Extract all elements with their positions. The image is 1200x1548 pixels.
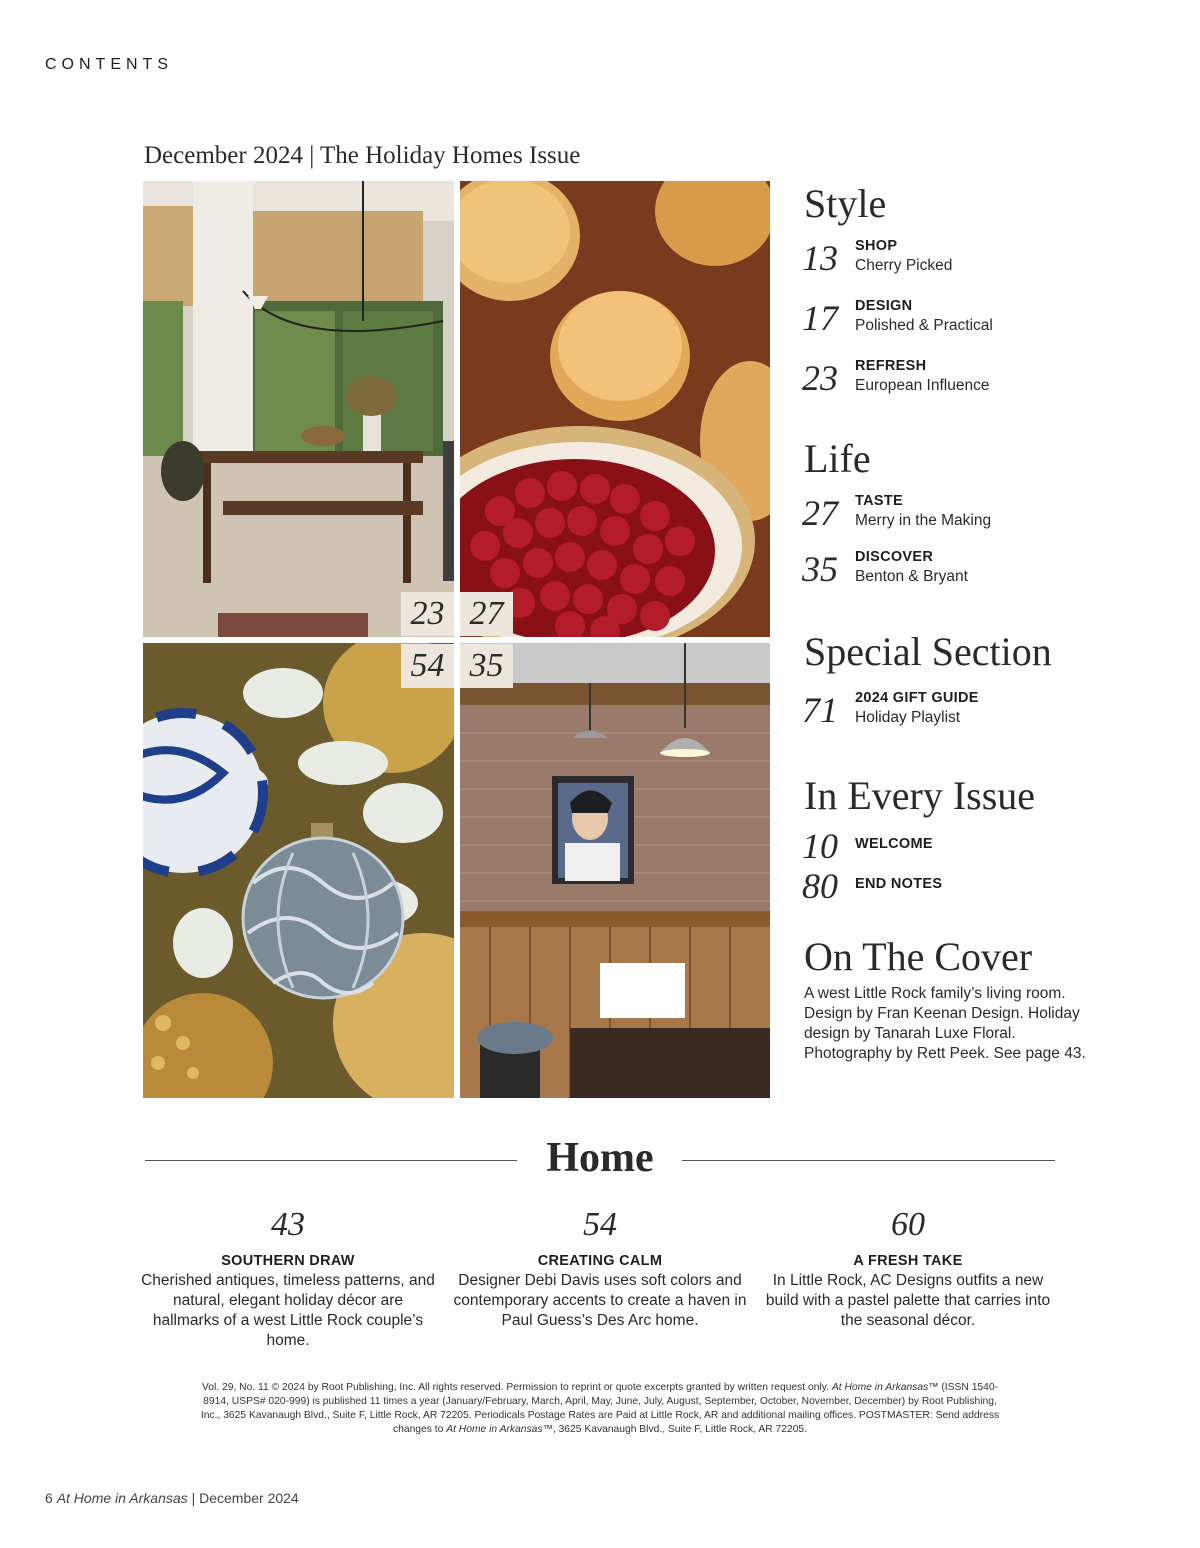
entry-title: Cherry Picked bbox=[855, 257, 953, 274]
home-feature-southern-draw[interactable] bbox=[138, 1205, 438, 1351]
page-number: 43 bbox=[271, 1206, 305, 1243]
entry-title: European Influence bbox=[855, 377, 990, 394]
issue-title: December 2024 | The Holiday Homes Issue bbox=[144, 142, 581, 169]
photo-ornaments[interactable] bbox=[143, 643, 454, 1098]
page-number: 54 bbox=[583, 1206, 617, 1243]
page-tag-23: 23 bbox=[401, 592, 454, 636]
toc-entry-gift-guide[interactable] bbox=[802, 690, 1102, 734]
feature-description: Designer Debi Davis uses soft colors and contemporary accents to create a haven in Paul Guess’s Des Arc home. bbox=[453, 1272, 747, 1329]
legal-notice bbox=[200, 1381, 1000, 1437]
toc-entry-welcome[interactable] bbox=[802, 826, 1102, 870]
page-number: 71 bbox=[802, 690, 838, 730]
entry-title: Merry in the Making bbox=[855, 512, 992, 529]
page-tag-35: 35 bbox=[460, 644, 513, 688]
section-heading-special: Special Section bbox=[804, 629, 1052, 674]
feature-kicker: A FRESH TAKE bbox=[853, 1253, 963, 1269]
entry-kicker: WELCOME bbox=[855, 836, 933, 852]
footer-page-number: 6 bbox=[45, 1490, 53, 1506]
footer-date: December 2024 bbox=[199, 1490, 299, 1506]
divider-right bbox=[682, 1160, 1055, 1161]
entry-kicker: END NOTES bbox=[855, 876, 943, 892]
feature-description: Cherished antiques, timeless patterns, and natural, elegant holiday décor are hallmarks of a west Little Rock couple’s home. bbox=[141, 1272, 435, 1349]
legal-part-2: ™ (ISSN 1540-8914, USPS# 020-999) is published 11 times a year (January/February, March, April, May, June, July, August, September, October, November, December) by Root Publishing, Inc., 3625 Kavanaugh Blvd., Suite F, Little Rock, AR 72205. Periodicals Postage Rates are Paid at Little Rock, AR and additional mailing offices. POSTMASTER: Send address changes to bbox=[200, 1382, 1000, 1435]
entry-kicker: 2024 GIFT GUIDE bbox=[855, 690, 979, 706]
entry-kicker: REFRESH bbox=[855, 358, 927, 374]
entry-title: Polished & Practical bbox=[855, 317, 993, 334]
feature-kicker: SOUTHERN DRAW bbox=[221, 1253, 355, 1269]
page-number: 10 bbox=[802, 826, 838, 866]
photo-biscuits-cranberries[interactable] bbox=[460, 181, 770, 637]
photo-restaurant[interactable] bbox=[460, 643, 770, 1098]
divider-left bbox=[145, 1160, 517, 1161]
footer-separator: | bbox=[191, 1490, 196, 1506]
page-tag-54: 54 bbox=[401, 644, 454, 688]
page-number: 13 bbox=[802, 238, 838, 278]
feature-description: In Little Rock, AC Designs outfits a new build with a pastel palette that carries into the seasonal décor. bbox=[765, 1272, 1051, 1329]
toc-entry-discover[interactable] bbox=[802, 549, 1102, 593]
page-number: 35 bbox=[802, 549, 838, 589]
legal-part-3: ™, 3625 Kavanaugh Blvd., Suite F, Little Rock, AR 72205. bbox=[542, 1424, 808, 1435]
page-number: 27 bbox=[802, 493, 838, 533]
section-heading-every-issue: In Every Issue bbox=[804, 773, 1036, 818]
toc-entry-shop[interactable] bbox=[802, 238, 1102, 282]
page-tag-27: 27 bbox=[460, 592, 513, 636]
entry-kicker: DISCOVER bbox=[855, 549, 934, 565]
page-number: 60 bbox=[891, 1206, 925, 1243]
publication-name: At Home in Arkansas bbox=[446, 1424, 543, 1435]
section-heading-life: Life bbox=[804, 436, 871, 481]
legal-part-1: Vol. 29, No. 11 © 2024 by Root Publishing, Inc. All rights reserved. Permission to reprint or quote excerpts granted by written request only. bbox=[201, 1382, 832, 1393]
page-footer bbox=[45, 1490, 299, 1506]
page-number: 23 bbox=[802, 358, 838, 398]
home-feature-creating-calm[interactable] bbox=[450, 1205, 750, 1331]
publication-name: At Home in Arkansas bbox=[831, 1382, 929, 1393]
entry-title: Holiday Playlist bbox=[855, 709, 961, 726]
toc-entry-refresh[interactable] bbox=[802, 358, 1102, 402]
toc-entry-end-notes[interactable] bbox=[802, 866, 1102, 910]
photo-dining-room[interactable] bbox=[143, 181, 454, 637]
entry-kicker: TASTE bbox=[855, 493, 903, 509]
section-heading-cover: On The Cover bbox=[804, 934, 1033, 979]
contents-label: CONTENTS bbox=[45, 56, 173, 73]
cover-description: A west Little Rock family’s living room. Design by Fran Keenan Design. Holiday design by Tanarah Luxe Floral. Photography by Rett Peek. See page 43. bbox=[804, 985, 1086, 1062]
feature-kicker: CREATING CALM bbox=[537, 1253, 663, 1269]
page-number: 80 bbox=[802, 866, 838, 906]
section-heading-home: Home bbox=[546, 1135, 654, 1181]
entry-kicker: DESIGN bbox=[855, 298, 913, 314]
page-number: 17 bbox=[802, 298, 838, 338]
entry-title: Benton & Bryant bbox=[855, 568, 968, 585]
footer-publication: At Home in Arkansas bbox=[56, 1490, 188, 1506]
toc-entry-taste[interactable] bbox=[802, 493, 1102, 537]
home-feature-fresh-take[interactable] bbox=[758, 1205, 1058, 1331]
section-heading-style: Style bbox=[804, 181, 887, 226]
toc-entry-design[interactable] bbox=[802, 298, 1102, 342]
entry-kicker: SHOP bbox=[855, 238, 898, 254]
